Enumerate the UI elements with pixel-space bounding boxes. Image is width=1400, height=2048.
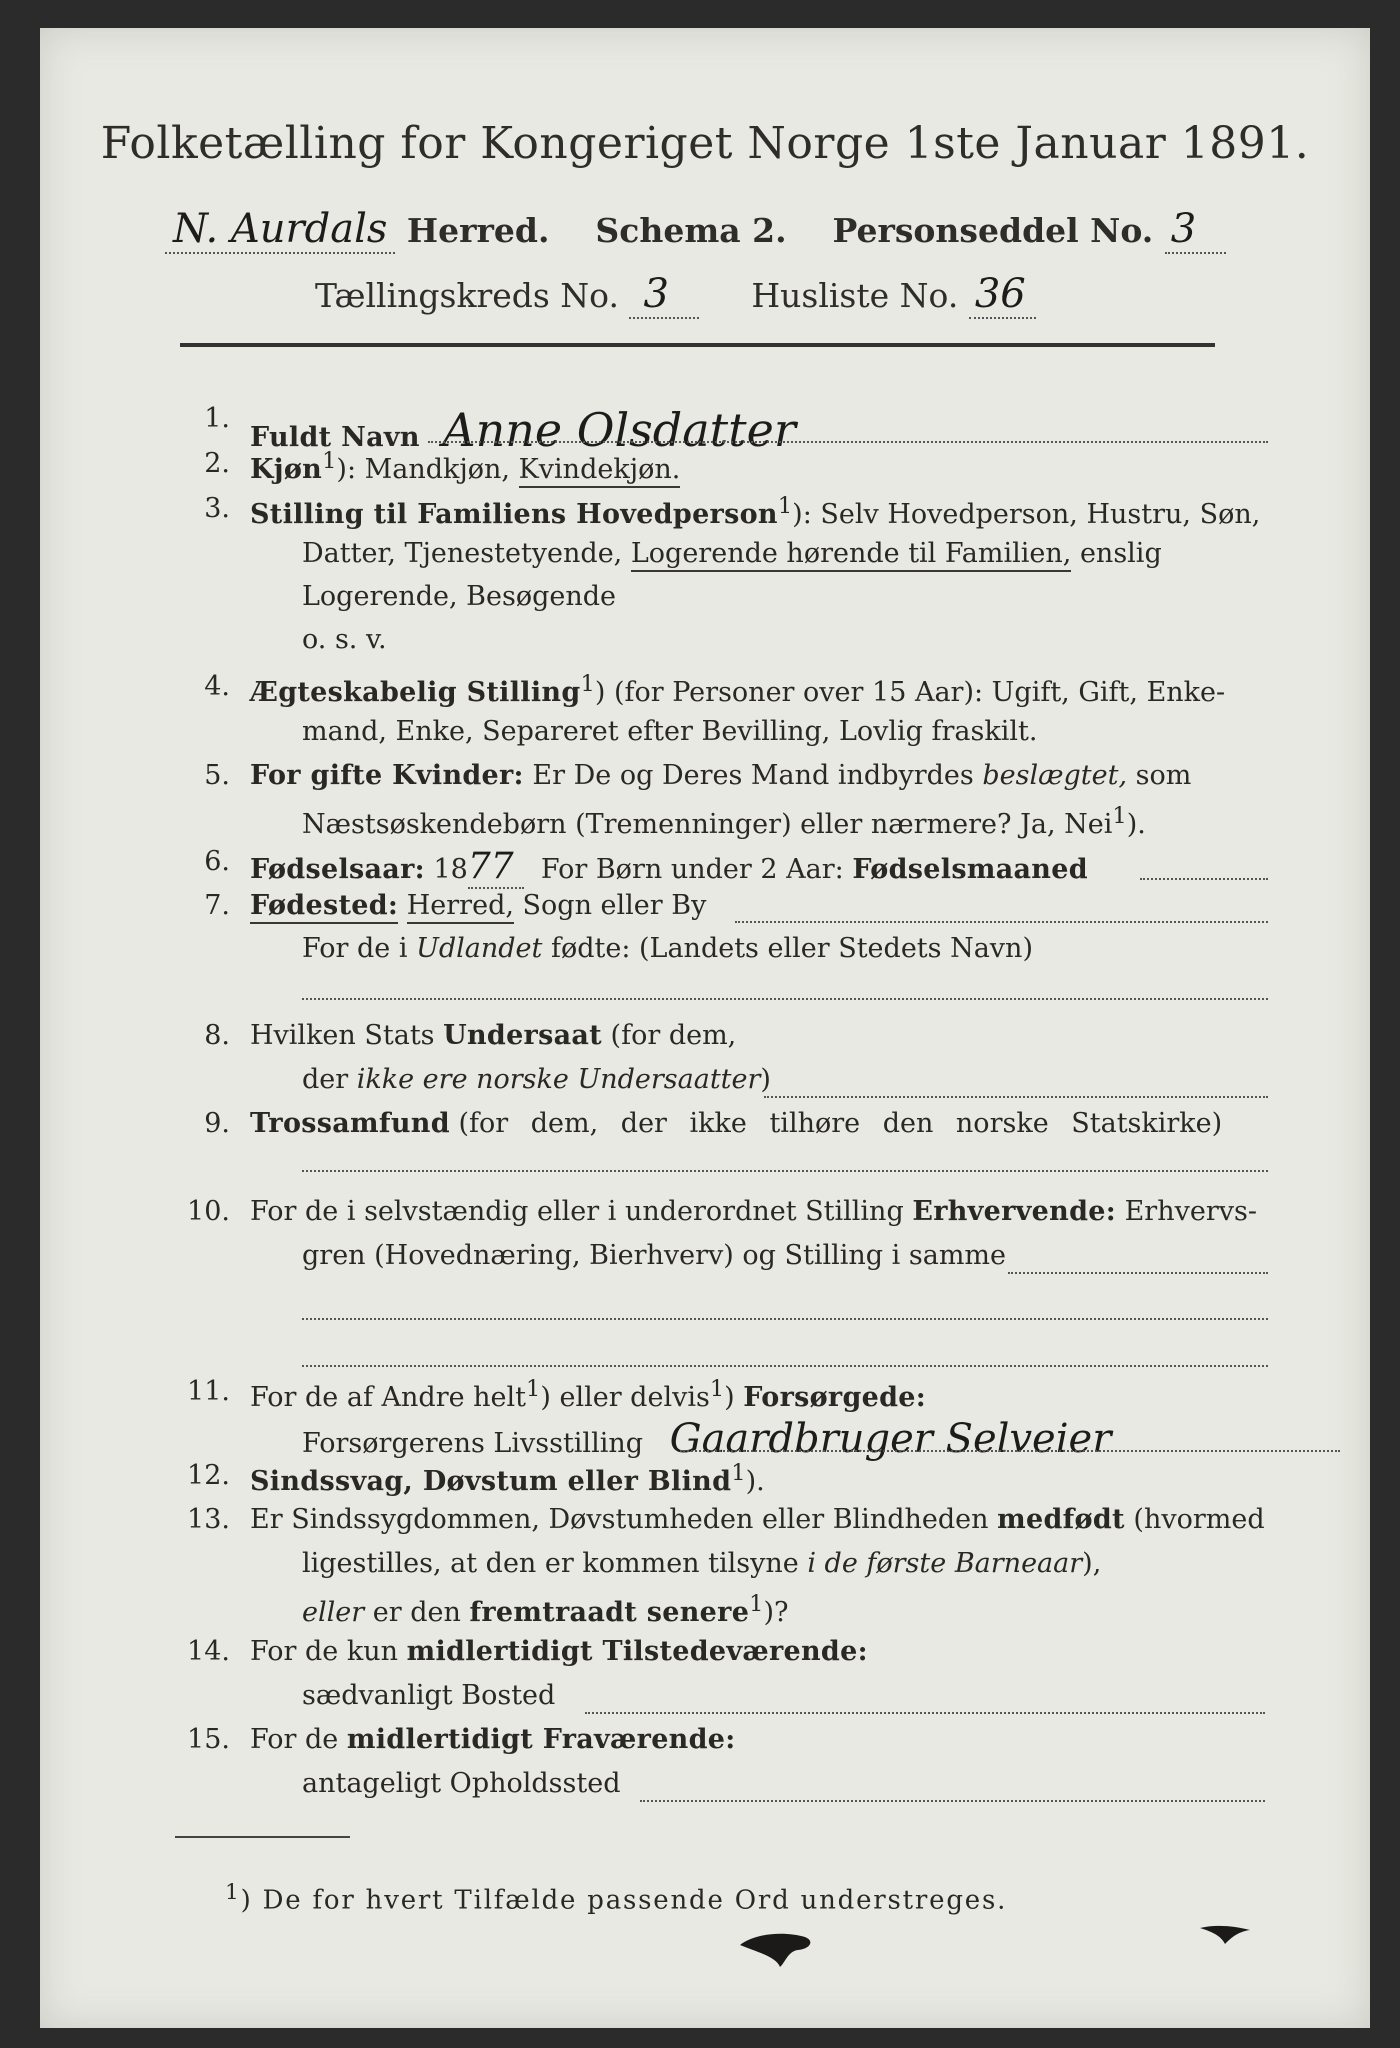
birth-year-value: 77 — [468, 846, 524, 889]
question-text: fødte: (Landets eller Stedets Navn) — [550, 933, 1033, 964]
question-number: 11. — [187, 1376, 230, 1407]
answer-line-10b — [302, 1318, 1268, 1320]
italic-text: beslægtet, — [982, 760, 1128, 791]
option-mandkjon: Mandkjøn, — [364, 454, 511, 485]
question-text: der — [302, 1064, 349, 1095]
question-label: For gifte Kvinder: — [250, 760, 524, 791]
question-text: (for dem, der ikke tilhøre den norske Statskirke) — [458, 1108, 1223, 1139]
question-text: ) — [724, 1382, 735, 1413]
question-3-line-2 — [302, 538, 1162, 569]
question-text: ) (for Personer over 15 Aar): Ugift, Gift, Enke- — [594, 677, 1226, 708]
answer-line-7 — [735, 921, 1268, 923]
question-label: Kjøn — [250, 454, 323, 485]
question-number: 9. — [204, 1108, 230, 1139]
question-label: Fødselsmaaned — [852, 854, 1088, 885]
schema-label: Schema 2. — [595, 211, 787, 250]
footnote-ref: 1 — [322, 448, 337, 474]
question-text: For de kun — [250, 1636, 398, 1667]
question-number: 14. — [187, 1636, 230, 1667]
personseddel-value: 3 — [1165, 206, 1226, 254]
option-text: enslig — [1079, 538, 1162, 569]
footnote — [225, 1880, 1007, 1916]
question-text: ) eller delvis — [540, 1382, 710, 1413]
option-logerende-underlined: Logerende hørende til Familien, — [631, 538, 1072, 572]
question-5-line-2 — [302, 803, 1146, 840]
question-13-line-3 — [302, 1591, 789, 1628]
question-text: Erhvervs- — [1124, 1196, 1257, 1227]
colon: ): — [336, 454, 357, 485]
question-label: Stilling til Familiens Hovedperson — [250, 499, 778, 530]
italic-text: eller — [302, 1597, 365, 1628]
answer-line-6 — [1140, 878, 1268, 880]
question-number: 10. — [187, 1196, 230, 1227]
question-text: For de af Andre helt — [250, 1382, 527, 1413]
question-13-line-2 — [302, 1548, 1101, 1579]
provider-occupation-value: Gaardbruger Selveier — [669, 1416, 1112, 1462]
question-label: Trossamfund — [250, 1108, 450, 1139]
question-number: 4. — [204, 671, 230, 702]
question-text: er den — [372, 1597, 461, 1628]
question-15-line-2: antageligt Opholdssted — [302, 1768, 621, 1799]
personseddel-label: Personseddel No. — [832, 211, 1154, 250]
question-text: Er Sindssygdommen, Døvstumheden eller Blindheden — [250, 1504, 989, 1535]
question-label: midlertidigt Tilstedeværende: — [406, 1636, 868, 1667]
question-text: ): Selv Hovedperson, Hustru, Søn, — [792, 499, 1261, 530]
question-number: 3. — [204, 493, 230, 524]
footnote-marker: 1 — [225, 1880, 241, 1905]
question-number: 12. — [187, 1460, 230, 1491]
footnote-ref: 1 — [731, 1460, 746, 1486]
answer-line-10c — [302, 1365, 1268, 1367]
footnote-ref: 1 — [526, 1376, 541, 1402]
kreds-value: 3 — [629, 271, 698, 319]
ink-blot — [1195, 1918, 1255, 1948]
footnote-ref: 1 — [749, 1591, 764, 1617]
question-label: midlertidigt Fraværende: — [346, 1724, 736, 1755]
question-number: 2. — [204, 448, 230, 479]
question-8-line-2 — [302, 1064, 771, 1095]
question-3-line-4: o. s. v. — [302, 624, 387, 655]
year-prefix: 18 — [433, 854, 468, 885]
header-rule — [180, 343, 1215, 347]
option-text: Sogn eller By — [522, 890, 707, 921]
husliste-value: 36 — [969, 271, 1036, 319]
italic-text: Udlandet — [416, 933, 543, 964]
question-text: Er De og Deres Mand indbyrdes — [532, 760, 974, 791]
question-number: 5. — [204, 760, 230, 791]
herred-handwritten: N. Aurdals — [165, 206, 395, 254]
answer-line-10a — [1008, 1272, 1268, 1274]
husliste-label: Husliste No. — [751, 276, 959, 315]
question-text: ). — [1126, 809, 1146, 840]
question-text: For de — [250, 1724, 339, 1755]
herred-label: Herred. — [406, 211, 550, 250]
question-text: Hvilken Stats — [250, 1020, 435, 1051]
question-text: For Børn under 2 Aar: — [540, 854, 844, 885]
question-text: ). — [745, 1466, 765, 1497]
answer-line-8 — [764, 1096, 1268, 1098]
question-text: (hvormed — [1133, 1504, 1265, 1535]
footnote-ref: 1 — [580, 671, 595, 697]
census-form-page — [40, 28, 1370, 2028]
question-number: 13. — [187, 1504, 230, 1535]
question-label: Erhvervende: — [912, 1196, 1116, 1227]
answer-line-15 — [640, 1800, 1265, 1802]
question-text: (for dem, — [610, 1020, 737, 1051]
question-3-line-3: Logerende, Besøgende — [302, 581, 616, 612]
option-herred-underlined: Herred, — [407, 890, 514, 924]
question-4-line-2: mand, Enke, Separeret efter Bevilling, Lovlig fraskilt. — [302, 716, 1038, 747]
question-text: ) — [760, 1064, 771, 1095]
option-kvindekjon-underlined: Kvindekjøn. — [519, 454, 681, 488]
question-text: ), — [1082, 1548, 1102, 1579]
question-text: ligestilles, at den er kommen tilsyne — [302, 1548, 799, 1579]
answer-line-1 — [428, 441, 1268, 443]
question-text: Næstsøskendebørn (Tremenninger) eller nærmere? Ja, Nei — [302, 809, 1113, 840]
ink-blot — [730, 1923, 820, 1973]
question-number: 7. — [204, 890, 230, 921]
answer-line-11 — [680, 1450, 1340, 1452]
question-text: For de i selvstændig eller i underordnet Stilling — [250, 1196, 904, 1227]
question-14-line-2: sædvanligt Bosted — [302, 1680, 556, 1711]
answer-line-7b — [302, 998, 1268, 1000]
question-label: Fødested: — [250, 890, 398, 924]
question-label: Fødselsaar: — [250, 854, 425, 885]
footnote-ref: 1 — [709, 1376, 725, 1402]
form-title: Folketælling for Kongeriget Norge 1ste Januar 1891. — [100, 118, 1310, 169]
question-label: Undersaat — [443, 1020, 602, 1051]
question-number: 6. — [204, 846, 230, 877]
question-number: 1. — [204, 403, 230, 434]
question-label: medfødt — [997, 1504, 1125, 1535]
question-label: Fuldt Navn — [250, 422, 420, 453]
kreds-label: Tællingskreds No. — [315, 276, 619, 315]
header-herred-line — [165, 206, 1270, 254]
name-value: Anne Olsdatter — [442, 403, 796, 457]
option-text: Datter, Tjenestetyende, — [302, 538, 623, 569]
question-number: 15. — [187, 1724, 230, 1755]
question-10-line-2: gren (Hovednæring, Bierhverv) og Stilling i samme — [302, 1240, 1007, 1271]
question-label: Ægteskabelig Stilling — [250, 677, 581, 708]
question-text: Forsørgerens Livsstilling — [302, 1428, 644, 1459]
footnote-text: ) De for hvert Tilfælde passende Ord understreges. — [240, 1885, 1008, 1916]
question-number: 8. — [204, 1020, 230, 1051]
footnote-rule — [175, 1836, 350, 1838]
question-label: Forsørgede: — [743, 1382, 927, 1413]
italic-text: i de første Barneaar — [807, 1548, 1083, 1579]
question-text: )? — [763, 1597, 789, 1628]
question-text: som — [1135, 760, 1192, 791]
question-label: Sindssvag, Døvstum eller Blind — [250, 1466, 732, 1497]
question-7-line-2 — [302, 933, 1033, 964]
footnote-ref: 1 — [777, 493, 793, 519]
header-kreds-line — [315, 271, 1036, 319]
answer-line-14 — [585, 1712, 1265, 1714]
question-11-line-2 — [302, 1416, 1111, 1462]
answer-line-9 — [302, 1170, 1268, 1172]
question-label: fremtraadt senere — [469, 1597, 750, 1628]
footnote-ref: 1 — [1112, 803, 1127, 829]
question-text: For de i — [302, 933, 408, 964]
italic-text: ikke ere norske Undersaatter — [356, 1064, 761, 1095]
